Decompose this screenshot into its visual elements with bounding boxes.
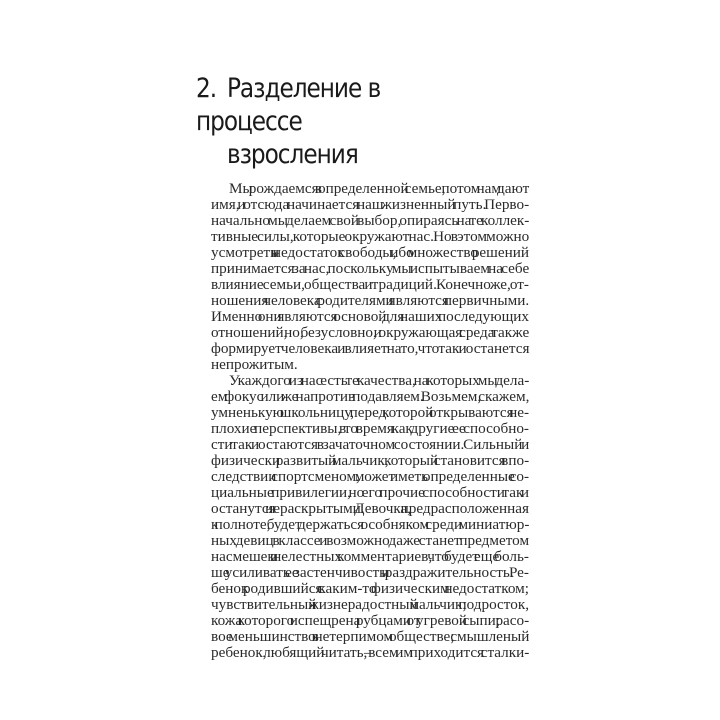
text-line: ем фокус или же напротив подавляем. Возьмем, скажем, bbox=[211, 388, 530, 405]
text-line: принимается за нас, поскольку мы испытываем на себе bbox=[211, 260, 530, 277]
text-line: кожа которого испещрена рубцами от угревой сыпи; расо- bbox=[211, 612, 530, 629]
text-line: влияние семьи, общества и традиций. Конечно же, от- bbox=[211, 276, 529, 293]
text-line: У каждого из нас есть те качества, на которых мы дела- bbox=[229, 372, 530, 389]
text-line: ношения человека с родителями являются первичными. bbox=[211, 292, 530, 309]
text-line: вое меньшинство в нетерпимом обществе; смышленый bbox=[211, 628, 530, 645]
text-line: сти так и остаются в зачаточном состоянии. Сильный и bbox=[211, 436, 530, 453]
text-line: отношений, но, безусловно, и окружающая среда также bbox=[211, 324, 530, 341]
text-line: ных девиц в классе и возможно даже станет предметом bbox=[211, 532, 530, 549]
text-line: к полноте, будет держаться особняком среди миниатюр- bbox=[211, 516, 530, 533]
text-line: ребенок, любящий читать, – всем им приходится сталки- bbox=[211, 644, 530, 661]
text-line: непрожитым. bbox=[211, 356, 298, 373]
chapter-heading bbox=[196, 72, 488, 171]
text-line: циальные привилегии, но его прочие способности так и bbox=[211, 484, 529, 501]
text-line: чувствительный жизнерадостный мальчик; подросток, bbox=[211, 596, 529, 613]
text-line: насмешек и нелестных комментариев, что будет еще боль- bbox=[211, 548, 529, 565]
text-line: начально мы делаем свой выбор, опираясь на те коллек- bbox=[211, 212, 530, 229]
text-line: умненькую школьницу, перед которой открываются не- bbox=[211, 404, 530, 421]
chapter-title-line1: Разделение в процессе bbox=[196, 73, 381, 137]
text-line: ше усиливать ее застенчивость и раздражительность. Ре- bbox=[211, 564, 529, 581]
paragraph-1 bbox=[193, 181, 529, 373]
text-line: плохие перспективы, в то время как другие ее способно- bbox=[211, 420, 529, 437]
text-line: бенок родившийся с каким-то физическим недостатком; bbox=[211, 580, 530, 597]
paragraph-2 bbox=[193, 373, 529, 661]
text-line: Мы рождаемся в определенной семье, потом нам дают bbox=[229, 180, 530, 197]
text-line: Именно они являются основой для наших последующих bbox=[211, 308, 529, 325]
body-text bbox=[193, 181, 529, 661]
text-line: имя, и отсюда начинается наш жизненный путь. Перво- bbox=[211, 196, 530, 213]
text-line: следствии спортсменом, может иметь определенные со- bbox=[211, 468, 529, 485]
text-line: тивные силы, которые окружают нас. Но в этом можно bbox=[211, 228, 530, 245]
text-line: усмотреть и недостаток свободы, ибо множество решений bbox=[211, 244, 529, 261]
text-line: физически развитый мальчик, который становится впо- bbox=[211, 452, 530, 469]
text-line: останутся нераскрытыми. Девочка, предрасположенная bbox=[211, 500, 529, 517]
chapter-number: 2. bbox=[196, 73, 217, 104]
chapter-title-line2: взросления bbox=[226, 139, 358, 170]
text-line: формирует человека и влияет на то, что так и останется bbox=[211, 340, 530, 357]
